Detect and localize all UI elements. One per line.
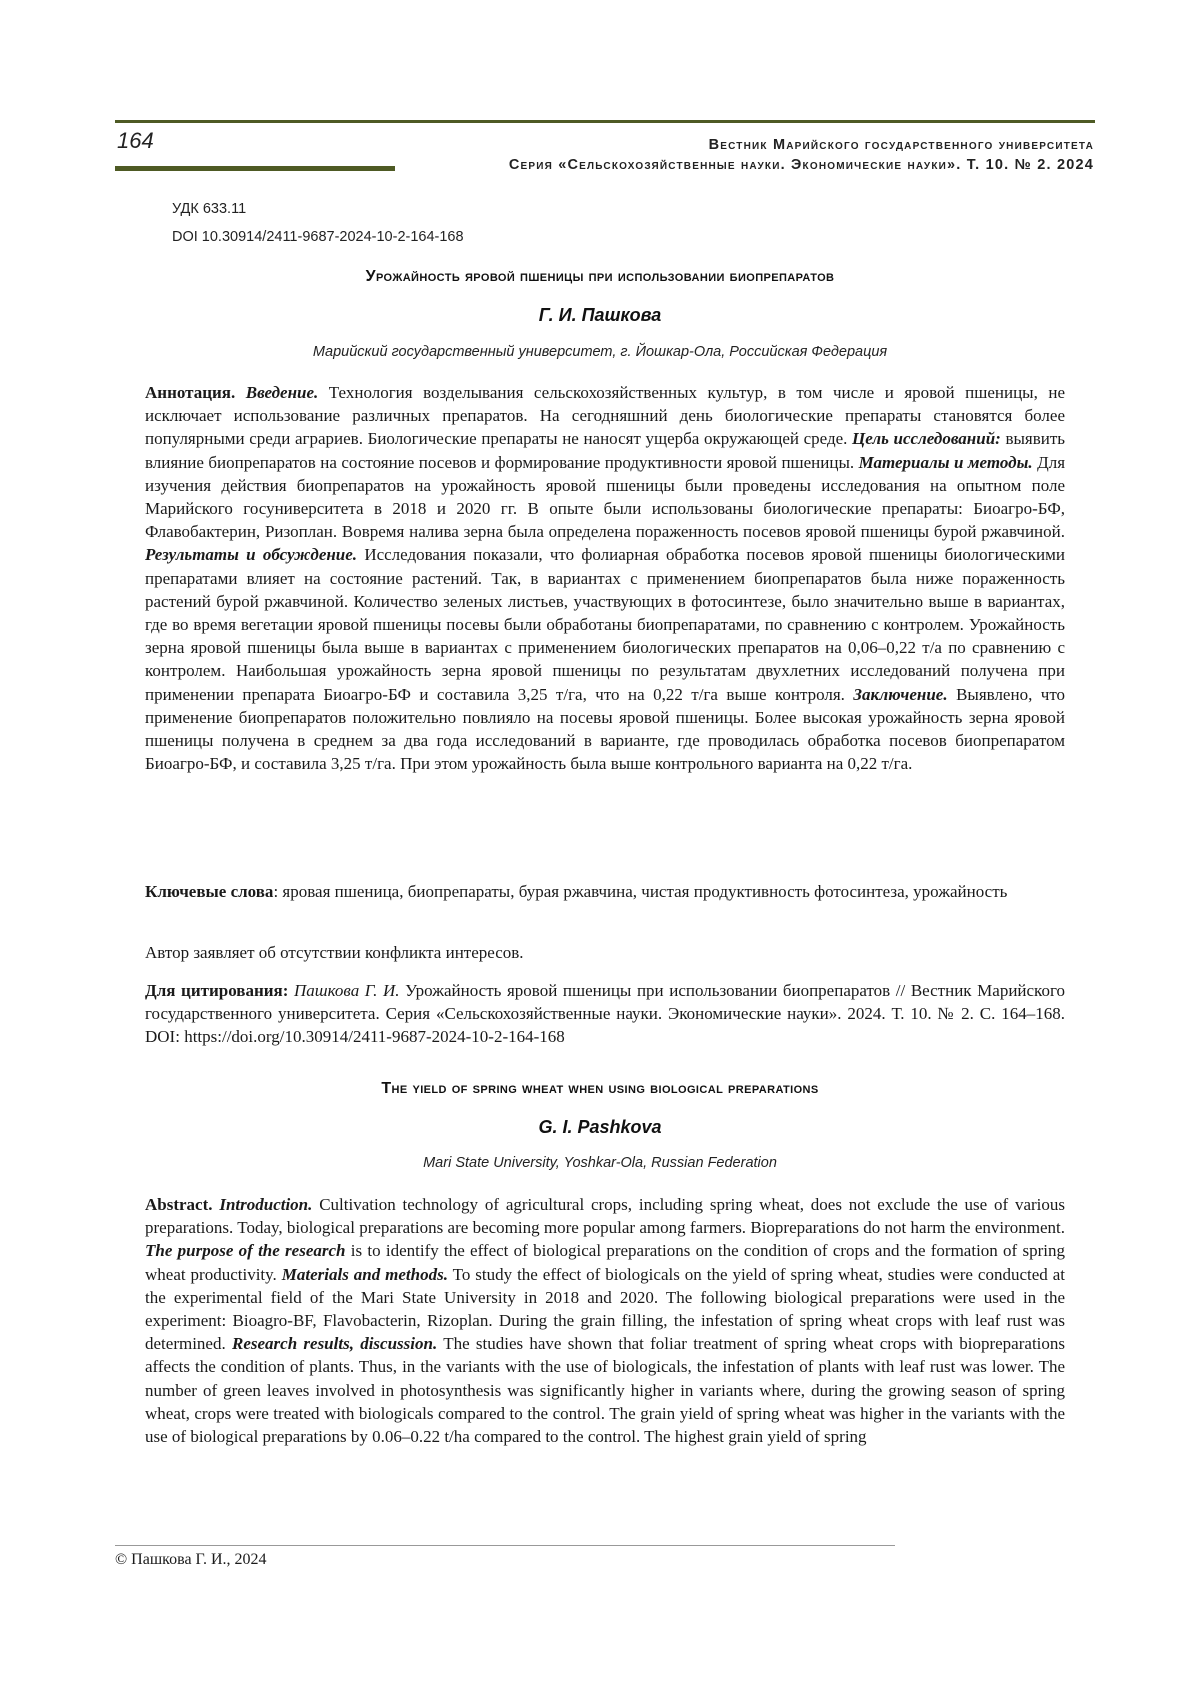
results-text-ru: Исследования показали, что фолиарная обработка посевов яровой пшеницы биологическими препаратами влияет на состояние растений. Так, в вариантах с применением биопрепаратов была ниже пораженность растений бурой ржавчиной. Количество зеленых листьев, участвующих в фотосинтезе, было значительно выше в вариантах, где во время вегетации яровой пшеницы посевы были обработаны биопрепаратами, по сравнению с контролем. Урожайность зерна яровой пшеницы была выше в вариантах с применением биологических препаратов на 0,06–0,22 т/а по сравнению с контролем. Наибольшая урожайность зерна яровой пшеницы по результатам двухлетних исследований получена при применении препарата Биоагро-БФ и составила 3,25 т/га, что на 0,22 т/га выше контроля. [145,545,1065,704]
article-meta [172,195,464,251]
abstract-label-ru: Аннотация. [145,383,236,402]
intro-text-en: Cultivation technology of agricultural crops, including spring wheat, does not exclude the use of various preparations. Today, biological preparations are becoming more popular among farmers. Biopreparations do not harm the environment. [145,1195,1066,1238]
results-text-en: The studies have shown that foliar treatment of spring wheat crops with biopreparations affects the condition of plants. Thus, in the variants with the use of biologicals, the infestation of plants with leaf rust was lower. The number of green leaves involved in photosynthesis was significantly higher in variants where, during the growing season of spring wheat, crops were treated with biologicals compared to the control. The grain yield of spring wheat was higher in the variants with the use of biological preparations by 0.06–0.22 t/ha compared to the control. The highest grain yield of spring [145,1334,1066,1447]
journal-title: Вестник Марийского государственного университета [708,137,1094,153]
section-methods-en: Materials and methods. [281,1264,448,1284]
author-en: G. I. Pashkova [538,1117,662,1137]
journal-header [509,135,1094,175]
goal-text-ru: выявить влияние биопрепаратов на состояние посевов и формирование продуктивности яровой пшеницы. [145,429,1066,472]
section-intro-ru: Введение. [245,383,319,402]
article-title-ru: Урожайность яровой пшеницы при использовании биопрепаратов [365,268,835,285]
section-results-en: Research results, discussion. [231,1334,438,1354]
methods-text-ru: Для изучения действия биопрепаратов на урожайность яровой пшеницы были проведены исследования на опытном поле Марийского госуниверситета в 2018 и 2020 гг. В опыте были использованы биологические препараты: Биоагро-БФ, Флавобактерин, Ризоплан. Вовремя налива зерна была определена пораженность посевов яровой пшеницы бурой ржавчиной. [145,452,1066,542]
conflict-statement: Автор заявляет об отсутствии конфликта интересов. [145,943,524,962]
keywords-ru [145,880,1065,903]
copyright-notice: © Пашкова Г. И., 2024 [115,1551,267,1568]
journal-series: Серия «Сельскохозяйственные науки. Экономические науки». Т. 10. № 2. 2024 [508,157,1094,173]
author-ru: Г. И. Пашкова [538,305,662,325]
section-conclusion-ru: Заключение. [853,684,948,704]
citation-ru [145,979,1065,1049]
intro-text-ru: Технология возделывания сельскохозяйственных культур, в том числе и яровой пшеницы, не исключает использование различных препаратов. На сегодняшний день биологические препараты становятся более популярными среди аграриев. Биологические препараты не наносят ущерба окружающей среде. [145,383,1066,449]
abstract-ru [145,381,1065,775]
header-rule [115,120,1095,123]
abstract-en [145,1193,1065,1448]
abstract-label-en: Abstract. [145,1195,213,1214]
goal-text-en: is to identify the effect of biological preparations on the condition of crops and the formation of spring wheat productivity. [145,1241,1065,1284]
methods-text-en: To study the effect of biologicals on the yield of spring wheat, studies were conducted at the experimental field of the Mari State University in 2018 and 2020. The following biological preparations were used in the experiment: Bioagro-BF, Flavobacterin, Rizoplan. During the grain filling, the infestation of spring wheat crops with leaf rust was determined. [145,1264,1065,1354]
citation-label: Для цитирования: [145,981,289,1000]
keywords-text-ru: : яровая пшеница, биопрепараты, бурая ржавчина, чистая продуктивность фотосинтеза, урожайность [273,882,1008,901]
keywords-label-ru: Ключевые слова [145,882,274,901]
citation-text: Урожайность яровой пшеницы при использовании биопрепаратов // Вестник Марийского государственного университета. Серия «Сельскохозяйственные науки. Экономические науки». 2024. Т. 10. № 2. С. 164–168. DOI: https://doi.org/10.30914/2411-9687-2024-10-2-164-168 [145,981,1065,1047]
page-number: 164 [117,128,154,153]
article-title-en: The yield of spring wheat when using biological preparations [381,1080,819,1097]
affiliation-en: Mari State University, Yoshkar-Ola, Russian Federation [423,1155,777,1171]
footnote-rule [115,1545,895,1546]
citation-author: Пашкова Г. И. [294,981,400,1000]
header-accent-rule [115,166,395,171]
section-goal-ru: Цель исследований: [852,429,1001,449]
section-intro-en: Introduction. [219,1195,313,1214]
udc-code: УДК 633.11 [172,201,247,217]
section-goal-en: The purpose of the research [145,1241,346,1261]
section-methods-ru: Материалы и методы. [858,452,1033,472]
conclusion-text-ru: Выявлено, что применение биопрепаратов положительно повлияло на посевы яровой пшеницы. Более высокая урожайность зерна яровой пшеницы получена в среднем за два года исследований в варианте, где проводилась обработка посевов биопрепаратом Биоагро-БФ, и составила 3,25 т/га. При этом урожайность была выше контрольного варианта на 0,22 т/га. [145,684,1066,774]
doi: DOI 10.30914/2411-9687-2024-10-2-164-168 [172,229,464,245]
affiliation-ru: Марийский государственный университет, г. Йошкар-Ола, Российская Федерация [312,344,888,360]
section-results-ru: Результаты и обсуждение. [145,545,358,565]
